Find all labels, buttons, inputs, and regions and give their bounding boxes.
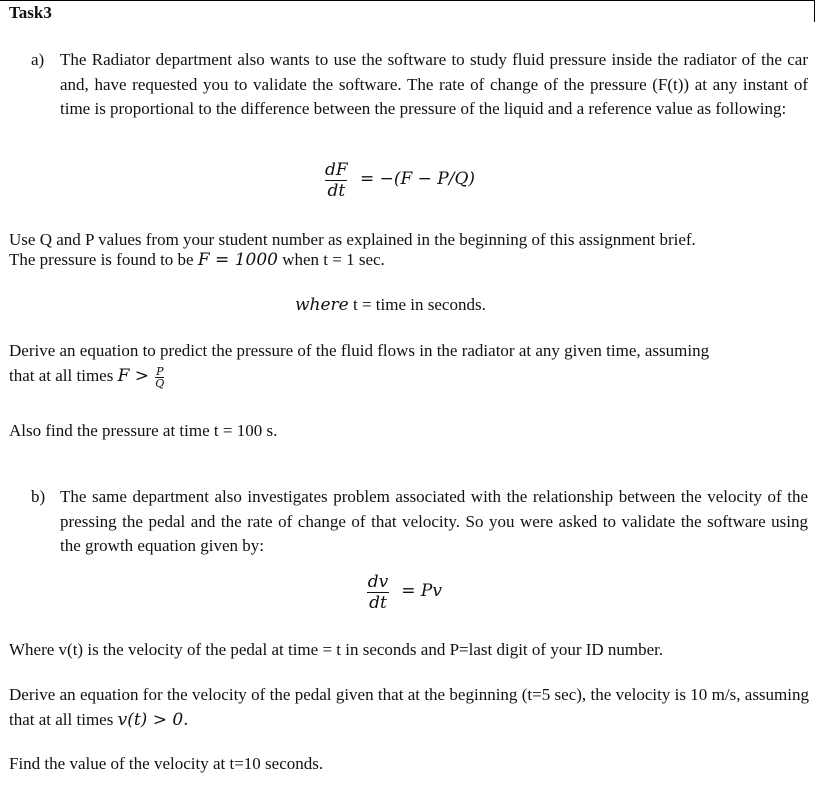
top-border — [0, 0, 815, 1]
fraction-denominator: Q — [155, 377, 165, 390]
find-velocity-text: Find the value of the velocity at t=10 seconds. — [9, 754, 324, 773]
part-b-eq-denominator: dt — [369, 593, 387, 613]
part-a-eq-rhs: = −(F − P/Q) — [359, 169, 476, 190]
use-q-p-text: Use Q and P values from your student number as explained in the beginning of this assignment brief. — [9, 230, 696, 249]
derive-line-1: Derive an equation to predict the pressure of the fluid flows in the radiator at any given time, assuming — [9, 341, 710, 360]
task-title: Task3 — [9, 3, 52, 22]
part-a-equation — [325, 160, 475, 201]
part-b-label: b) — [31, 487, 46, 506]
fraction-numerator: P — [156, 365, 164, 378]
where-t-text — [295, 293, 486, 318]
derive-velocity-prefix: Derive an equation for the velocity of the pedal given that at the beginning (t=5 sec), the velocity is 10 m/s, assuming that at all times — [9, 685, 809, 729]
pressure-found-math: F = 1000 — [197, 250, 278, 270]
derive-velocity-text — [9, 683, 809, 732]
pressure-found-prefix: The pressure is found to be — [9, 250, 198, 269]
part-a-eq-numerator: dF — [325, 160, 348, 180]
p-over-q-fraction — [155, 366, 164, 389]
part-a-intro: The Radiator department also wants to use the software to study fluid pressure inside the radiator of the car and, have requested you to validate the software. The rate of change of the pressure (F(t)) at any instant of time is proportional to the difference between the pressure of the liquid and a reference value as following: — [60, 50, 808, 118]
part-b-eq-rhs: = Pv — [401, 581, 442, 602]
derive-line-2-math: F > — [117, 366, 150, 386]
where-math: where — [295, 295, 349, 315]
derive-velocity-math: v(t) > 0. — [117, 709, 189, 730]
where-text: t = time in seconds. — [348, 295, 486, 314]
part-a-eq-denominator: dt — [327, 181, 346, 201]
part-b-intro: The same department also investigates problem associated with the relationship between the velocity of the pressing the pedal and the rate of change of that velocity. So you were asked to validate the software using the growth equation given by: — [60, 487, 808, 555]
part-a-label: a) — [31, 50, 45, 69]
part-b-eq-numerator: dv — [367, 572, 389, 592]
pressure-found-suffix: when t = 1 sec. — [277, 250, 385, 269]
where-v-text: Where v(t) is the velocity of the pedal at time = t in seconds and P=last digit of your ID number. — [9, 640, 664, 659]
derive-line-2-prefix: that at all times — [9, 366, 118, 385]
part-b-equation — [367, 572, 442, 613]
derive-line-2 — [9, 364, 409, 389]
also-find-text: Also find the pressure at time t = 100 s. — [9, 421, 278, 440]
pressure-found-text — [9, 248, 809, 273]
